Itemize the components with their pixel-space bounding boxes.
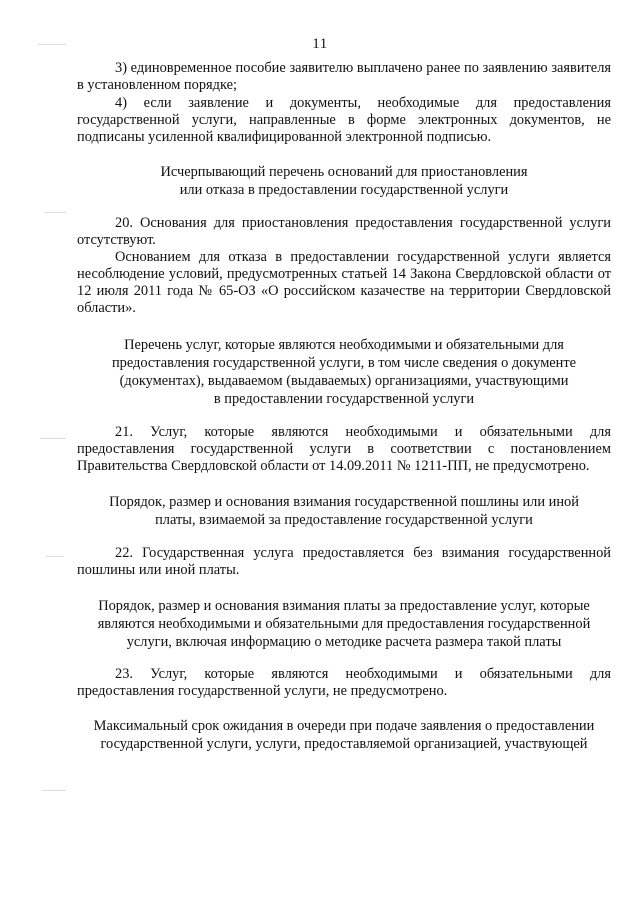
heading-line: Исчерпывающий перечень оснований для приостановления [160, 164, 528, 180]
paragraph-22 [77, 545, 611, 579]
section-heading-payment [77, 597, 611, 651]
paragraph-text: 21. Услуг, которые являются необходимыми и обязательными для предоставления государственной услуги в соответствии с постановлением Правительства Свердловской области от 14.09.2011 № 1211-ПП, не предусмотрено. [77, 424, 611, 474]
paragraph-23 [77, 666, 611, 700]
section-heading-queue [77, 717, 611, 753]
paragraph-20 [77, 215, 611, 249]
section-heading-grounds [77, 163, 611, 199]
paragraph-text: 22. Государственная услуга предоставляется без взимания государственной пошлины или иной платы. [77, 545, 611, 578]
heading-line: Порядок, размер и основания взимания платы за предоставление услуг, которые [98, 598, 590, 614]
scan-artifact [44, 212, 66, 213]
section-heading-services [77, 336, 611, 408]
page-number: 11 [312, 36, 328, 52]
paragraph-text: 23. Услуг, которые являются необходимыми и обязательными для предоставления государственной услуги, не предусмотрено. [77, 666, 611, 699]
paragraph-item-3 [77, 60, 611, 94]
heading-line: Порядок, размер и основания взимания государственной пошлины или иной [109, 494, 579, 510]
scan-artifact [42, 790, 66, 791]
section-heading-fee [77, 493, 611, 529]
paragraph-21 [77, 424, 611, 475]
scan-artifact [40, 438, 66, 439]
heading-line: предоставления государственной услуги, в том числе сведения о документе [111, 355, 577, 371]
paragraph-text: 4) если заявление и документы, необходимые для предоставления государственной услуги, направленные в форме электронных документов, не подписаны усиленной квалифицированной электронной подписью. [77, 95, 611, 145]
scan-artifact [38, 44, 66, 45]
paragraph-item-4 [77, 95, 611, 146]
heading-line: в предоставлении государственной услуги [213, 391, 475, 407]
paragraph-text: 3) единовременное пособие заявителю выплачено ранее по заявлению заявителя в установленном порядке; [77, 60, 611, 93]
heading-line: или отказа в предоставлении государственной услуги [179, 182, 509, 198]
heading-line: Максимальный срок ожидания в очереди при подаче заявления о предоставлении [93, 718, 595, 734]
heading-line: государственной услуги, услуги, предоставляемой организацией, участвующей [100, 736, 588, 752]
paragraph-text: 20. Основания для приостановления предоставления государственной услуги отсутствуют. [77, 215, 611, 248]
heading-line: (документах), выдаваемом (выдаваемых) организациями, участвующими [119, 373, 569, 389]
heading-line: являются необходимыми и обязательными для предоставления государственной [97, 616, 591, 632]
heading-line: платы, взимаемой за предоставление государственной услуги [155, 512, 533, 528]
heading-line: Перечень услуг, которые являются необходимыми и обязательными для [124, 337, 564, 353]
paragraph-text: Основанием для отказа в предоставлении государственной услуги является несоблюдение условий, предусмотренных статьей 14 Закона Свердловской области от 12 июля 2011 года № 65-ОЗ «О российском казачестве на территории Свердловской области». [77, 249, 611, 316]
heading-line: услуги, включая информацию о методике расчета размера такой платы [126, 634, 562, 650]
scan-artifact [46, 556, 64, 557]
paragraph-20-refusal [77, 249, 611, 317]
